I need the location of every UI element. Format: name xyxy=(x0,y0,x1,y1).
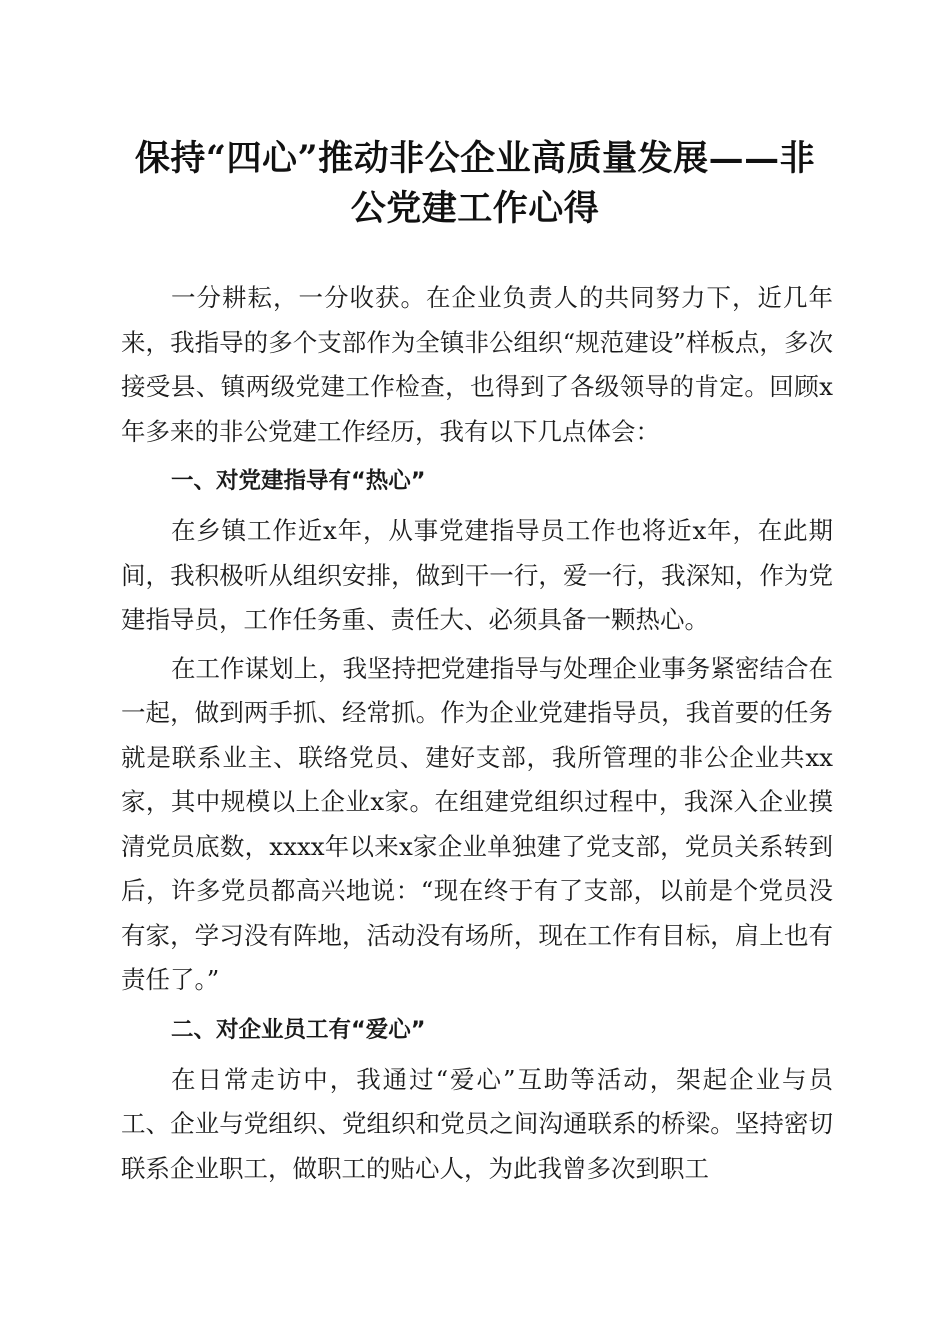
body-paragraph: 在日常走访中，我通过“爱心”互助等活动，架起企业与员工、企业与党组织、党组织和党员之间沟通联系的桥梁。坚持密切联系企业职工，做职工的贴心人，为此我曾多次到职工 xyxy=(121,1064,833,1183)
body-paragraph: 在工作谋划上，我坚持把党建指导与处理企业事务紧密结合在一起，做到两手抓、经常抓。作为企业党建指导员，我首要的任务就是联系业主、联络党员、建好支部，我所管理的非公企业共xx家，其中规模以上企业x家。在组建党组织过程中，我深入企业摸清党员底数，xxxx年以来x家企业单独建了党支部，党员关系转到后，许多党员都高兴地说：“现在终于有了支部，以前是个党员没有家，学习没有阵地，活动没有场所，现在工作有目标，肩上也有责任了。” xyxy=(121,653,833,994)
section-heading-1: 一、对党建指导有“热心” xyxy=(171,468,426,494)
document-body xyxy=(121,276,833,1191)
section-heading-2: 二、对企业员工有“爱心” xyxy=(171,1016,426,1043)
document-title xyxy=(100,134,850,234)
body-paragraph: 在乡镇工作近x年，从事党建指导员工作也将近x年，在此期间，我积极听从组织安排，做到干一行，爱一行，我深知，作为党建指导员，工作任务重、责任大、必须具备一颗热心。 xyxy=(121,516,833,634)
intro-paragraph: 一分耕耘，一分收获。在企业负责人的共同努力下，近几年来，我指导的多个支部作为全镇非公组织“规范建设”样板点，多次接受县、镇两级党建工作检查，也得到了各级领导的肯定。回顾x年多来的非公党建工作经历，我有以下几点体会： xyxy=(121,283,833,446)
title-line-2: 公党建工作心得 xyxy=(350,188,600,229)
title-line-1: 保持“四心”推动非公企业高质量发展——非 xyxy=(134,138,816,179)
